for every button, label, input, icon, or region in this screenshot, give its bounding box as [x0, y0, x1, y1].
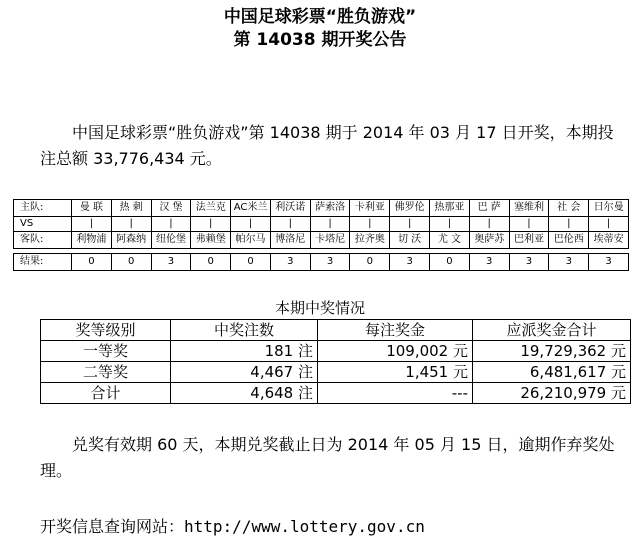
- level-cell: 一等奖: [41, 341, 171, 362]
- per-prize-cell: 1,451 元: [318, 362, 473, 383]
- vs-mark-cell: |: [191, 217, 231, 232]
- home-team-cell: 热那亚: [430, 200, 470, 217]
- prize-caption: 本期中奖情况: [274, 299, 365, 317]
- away-team-cell: 阿森纳: [111, 232, 151, 249]
- home-team-cell: 卡利亚: [350, 200, 390, 217]
- count-cell: 4,467 注: [171, 362, 318, 383]
- result-cell: 0: [72, 254, 112, 271]
- home-team-cell: 利沃诺: [270, 200, 310, 217]
- away-team-cell: 尤 文: [430, 232, 470, 249]
- home-team-cell: 曼 联: [72, 200, 112, 217]
- result-cell: 0: [231, 254, 271, 271]
- query-site-line: [40, 514, 620, 540]
- vs-mark-cell: |: [231, 217, 271, 232]
- away-team-cell: 帕尔马: [231, 232, 271, 249]
- prize-row-second: [41, 362, 631, 383]
- vs-mark-cell: |: [390, 217, 430, 232]
- result-cell: 3: [390, 254, 430, 271]
- away-team-cell: 埃蒂安: [589, 232, 629, 249]
- header-per-prize: 每注奖金: [318, 320, 473, 341]
- home-team-cell: 巴 萨: [469, 200, 509, 217]
- per-prize-cell: 109,002 元: [318, 341, 473, 362]
- away-team-cell: 博洛尼: [270, 232, 310, 249]
- away-team-cell: 巴利亚: [509, 232, 549, 249]
- away-team-cell: 弗赖堡: [191, 232, 231, 249]
- vs-mark-cell: |: [310, 217, 350, 232]
- away-team-cell: 奥萨苏: [469, 232, 509, 249]
- site-label: 开奖信息查询网站：: [40, 517, 185, 536]
- away-team-cell: 纽伦堡: [151, 232, 191, 249]
- vs-row: [14, 217, 629, 232]
- result-cell: 3: [151, 254, 191, 271]
- away-team-cell: 利物浦: [72, 232, 112, 249]
- result-cell: 3: [549, 254, 589, 271]
- result-cell: 3: [589, 254, 629, 271]
- home-team-cell: 萨索洛: [310, 200, 350, 217]
- header-count: 中奖注数: [171, 320, 318, 341]
- home-team-cell: 社 会: [549, 200, 589, 217]
- result-cell: 3: [310, 254, 350, 271]
- result-row: [14, 254, 629, 271]
- vs-mark-cell: |: [111, 217, 151, 232]
- total-cell: 6,481,617 元: [473, 362, 631, 383]
- prize-row-total: [41, 383, 631, 404]
- home-team-cell: 塞维利: [509, 200, 549, 217]
- result-label: 结果:: [14, 254, 72, 271]
- total-cell: 19,729,362 元: [473, 341, 631, 362]
- claim-notice: 兑奖有效期 60 天，本期兑奖截止日为 2014 年 05 月 15 日，逾期作弃奖处理。: [40, 435, 615, 480]
- vs-label: VS: [14, 217, 72, 232]
- intro-paragraph: 中国足球彩票“胜负游戏”第 14038 期于 2014 年 03 月 17 日开奖，本期投注总额 33,776,434 元。: [40, 123, 614, 168]
- vs-mark-cell: |: [350, 217, 390, 232]
- home-team-row: [14, 200, 629, 217]
- vs-mark-cell: |: [270, 217, 310, 232]
- vs-mark-cell: |: [469, 217, 509, 232]
- home-team-cell: 日尔曼: [589, 200, 629, 217]
- away-label: 客队:: [14, 232, 72, 249]
- vs-mark-cell: |: [509, 217, 549, 232]
- result-cell: 0: [430, 254, 470, 271]
- vs-mark-cell: |: [589, 217, 629, 232]
- count-cell: 4,648 注: [171, 383, 318, 404]
- match-grid: [13, 199, 629, 271]
- result-cell: 0: [350, 254, 390, 271]
- home-label: 主队:: [14, 200, 72, 217]
- per-prize-cell: ---: [318, 383, 473, 404]
- home-team-cell: AC米兰: [231, 200, 271, 217]
- away-team-row: [14, 232, 629, 249]
- total-cell: 26,210,979 元: [473, 383, 631, 404]
- result-cell: 3: [270, 254, 310, 271]
- issue-title: 第 14038 期开奖公告: [233, 30, 407, 50]
- prize-row-first: [41, 341, 631, 362]
- result-cell: 0: [111, 254, 151, 271]
- vs-mark-cell: |: [72, 217, 112, 232]
- site-link[interactable]: http://www.lottery.gov.cn: [184, 517, 425, 536]
- home-team-cell: 热 刺: [111, 200, 151, 217]
- home-team-cell: 汉 堡: [151, 200, 191, 217]
- page-title: 中国足球彩票“胜负游戏”: [223, 7, 417, 27]
- home-team-cell: 法兰克: [191, 200, 231, 217]
- result-cell: 3: [509, 254, 549, 271]
- header-total: 应派奖金合计: [473, 320, 631, 341]
- count-cell: 181 注: [171, 341, 318, 362]
- header-level: 奖等级别: [41, 320, 171, 341]
- home-team-cell: 佛罗伦: [390, 200, 430, 217]
- vs-mark-cell: |: [151, 217, 191, 232]
- away-team-cell: 卡塔尼: [310, 232, 350, 249]
- prize-header-row: [41, 320, 631, 341]
- away-team-cell: 拉齐奥: [350, 232, 390, 249]
- vs-mark-cell: |: [549, 217, 589, 232]
- result-cell: 0: [191, 254, 231, 271]
- away-team-cell: 切 沃: [390, 232, 430, 249]
- level-cell: 合计: [41, 383, 171, 404]
- prize-table: [40, 319, 631, 404]
- away-team-cell: 巴伦西: [549, 232, 589, 249]
- level-cell: 二等奖: [41, 362, 171, 383]
- vs-mark-cell: |: [430, 217, 470, 232]
- result-cell: 3: [469, 254, 509, 271]
